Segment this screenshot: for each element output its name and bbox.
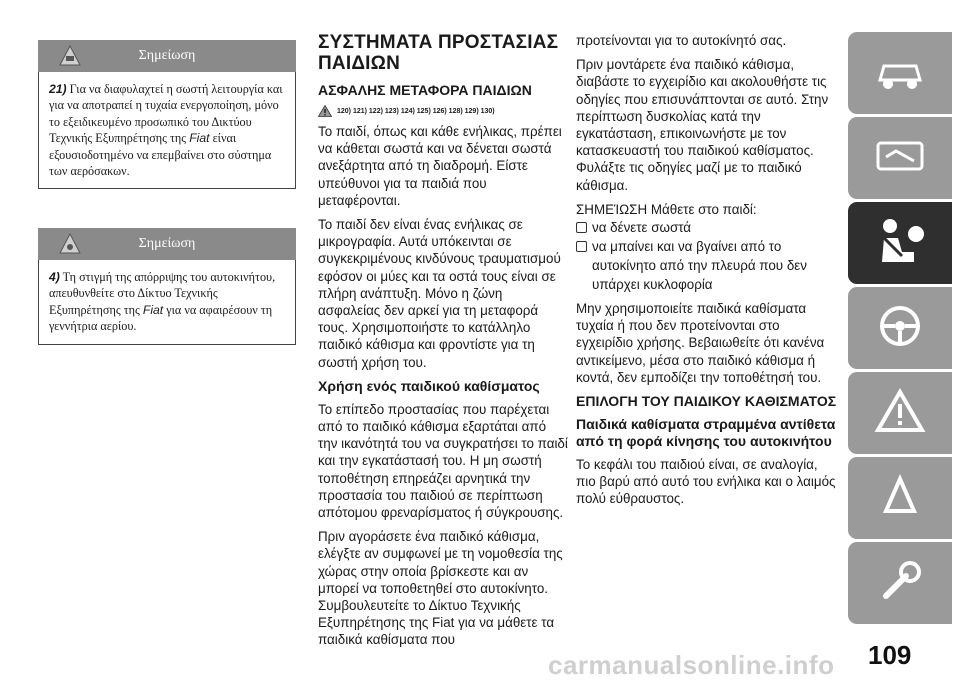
note-body — [38, 260, 296, 345]
seatbelt-airbag-icon — [872, 216, 928, 268]
emergency-icon — [872, 471, 928, 521]
brand-name: Fiat — [142, 302, 164, 317]
bullet-item — [576, 237, 838, 294]
note-body — [38, 72, 296, 189]
paragraph: Το παιδί δεν είναι ένας ενήλικας σε μικρογραφία. Αυτά υπόκεινται σε συγκεκριμένους κινδύνους τραυματισμού εφόσον οι μύες και τα οστά τους είναι σε πλήρη ανάπτυξη. Μόνο η ζώνη ασφαλείας δεν αρκεί για τη μεταφορά τους. Χρησιμοποιήστε το κατάλληλο παιδικό κάθισμα και φροντίστε για τη σωστή χρήση του. — [318, 217, 561, 370]
note-box-airbag — [38, 40, 296, 189]
paragraph: προτείνονται για το αυτοκίνητό σας. — [576, 33, 787, 48]
bullet-text: να δένετε σωστά — [592, 220, 692, 236]
heading-child-seat-use: Χρήση ενός παιδικού καθίσματος — [318, 377, 540, 394]
steering-wheel-icon — [872, 301, 928, 351]
note-title: Σημείωση — [138, 236, 196, 251]
bullet-text: να μπαίνει και να βγαίνει από το αυτοκίνητο από την πλευρά που δεν υπάρχει κυκλοφορία — [592, 239, 807, 293]
note-text: Τη στιγμή της απόρριψης του αυτοκινήτου, απευθυνθείτε στο Δίκτυο Τεχνικής Εξυπηρέτησης της — [49, 270, 276, 317]
paragraph: Μην χρησιμοποιείτε παιδικά καθίσματα τυχαία ή που δεν προτείνονται στο εγχειρίδιο χρήσης. Βεβαιωθείτε ότι κανένα αντικείμενο, μέσα στο παιδικό κάθισμα ή κοντά, δεν εμποδίζει την τοποθέτησή του. — [576, 301, 825, 385]
warning-triangle-icon — [872, 386, 928, 436]
warning-triangle-icon — [318, 105, 332, 117]
tab-maintenance[interactable] — [848, 542, 952, 624]
dashboard-icon — [872, 131, 928, 181]
note-number: 21) — [49, 82, 67, 96]
note-header — [38, 40, 296, 72]
section-title: ΣΥΣΤΗΜΑΤΑ ΠΡΟΣΤΑΣΙΑΣ ΠΑΙΔΙΩΝ — [318, 32, 559, 74]
paragraph: Το παιδί, όπως και κάθε ενήλικας, πρέπει να κάθεται σωστά και να δένεται σωστά ανεξάρτητα από τη διαδρομή. Είστε υπεύθυνοι για τα παιδιά που μεταφέρονται. — [318, 124, 562, 208]
right-column — [576, 32, 838, 515]
note-header — [38, 228, 296, 260]
heading-rear-facing: Παιδικά καθίσματα στραμμένα αντίθετα από τη φορά κίνησης του αυτοκινήτου — [576, 416, 836, 450]
car-icon — [872, 46, 928, 96]
note-text-end: για να αφαιρέσουν τη γεννήτρια αερίου. — [49, 302, 273, 334]
tab-driving[interactable] — [848, 287, 952, 369]
tab-emergency[interactable] — [848, 457, 952, 539]
section-subtitle: ΑΣΦΑΛΗΣ ΜΕΤΑΦΟΡΑ ΠΑΙΔΙΩΝ — [318, 82, 532, 98]
tab-dashboard[interactable] — [848, 117, 952, 199]
note-number: 4) — [49, 270, 60, 284]
paragraph: Το κεφάλι του παιδιού είναι, σε αναλογία, πιο βαρύ από αυτό του ενήλικα και ο λαιμός πολύ εύθραυστος. — [576, 457, 836, 507]
note-box-disposal — [38, 228, 296, 345]
paragraph: Το επίπεδο προστασίας που παρέχεται από το παιδικό κάθισμα εξαρτάται από την ικανότητά του να συγκρατήσει το παιδί και την εγκατάστασή του. Η μη σωστή τοποθέτηση επηρεάζει αρνητικά την προστασία του παιδιού σε περίπτωση απότομου φρεναρίσματος ή σύγκρουσης. — [318, 401, 568, 521]
chapter-tabs — [848, 32, 952, 627]
brand-name: Fiat — [189, 131, 210, 146]
middle-column — [318, 32, 568, 656]
warning-references — [318, 105, 568, 117]
note-text-end: είναι εξουσιοδοτημένο να επεμβαίνει στο σύστημα των αερόσακων. — [49, 131, 272, 179]
checkbox-bullet-icon — [576, 241, 587, 252]
wrench-icon — [872, 556, 928, 606]
checkbox-bullet-icon — [576, 222, 587, 233]
paragraph: Πριν μοντάρετε ένα παιδικό κάθισμα, διαβάστε το εγχειρίδιο και ακολουθήστε τις οδηγίες που επισυνάπτονται σε αυτό. Στην περίπτωση δυσκολίας κατά την εγκατάσταση, επικοινωνήστε με τον κατασκευαστή του παιδικού καθίσματος. Φυλάξτε τις οδηγίες μαζί με το παιδικό κάθισμα. — [576, 57, 829, 193]
bullet-item — [576, 218, 838, 237]
page-number: 109 — [868, 640, 912, 670]
paragraph: Πριν αγοράσετε ένα παιδικό κάθισμα, ελέγξτε αν συμφωνεί με τη νομοθεσία της χώρας στην οποία βρίσκεστε και αν μπορεί να τοποθετηθεί στο αυτοκίνητο. Συμβουλευτείτε το Δίκτυο Τεχνικής Εξυπηρέτησης της Fiat για να μάθετε τα παιδικά καθίσματα που — [318, 529, 563, 648]
tab-warning-lights[interactable] — [848, 372, 952, 454]
heading-seat-selection: ΕΠΙΛΟΓΗ ΤΟΥ ΠΑΙΔΙΚΟΥ ΚΑΘΙΣΜΑΤΟΣ — [576, 393, 837, 410]
tab-safety[interactable] — [848, 202, 952, 284]
note-title: Σημείωση — [138, 48, 196, 63]
tab-car[interactable] — [848, 32, 952, 114]
note-intro: ΣΗΜΕΊΩΣΗ Μάθετε στο παιδί: — [576, 201, 757, 217]
note-text: Για να διαφυλαχτεί η σωστή λειτουργία και για να αποτραπεί η τυχαία ενεργοποίηση, μόνο το εξειδικευμένο προσωπικό του Δικτύου Τεχνικής Εξυπηρέτησης της — [49, 82, 283, 146]
watermark: carmanualsonline.info — [548, 650, 835, 680]
reference-list: 120) 121) 122) 123) 124) 125) 126) 128) 129) 130) — [337, 107, 495, 115]
